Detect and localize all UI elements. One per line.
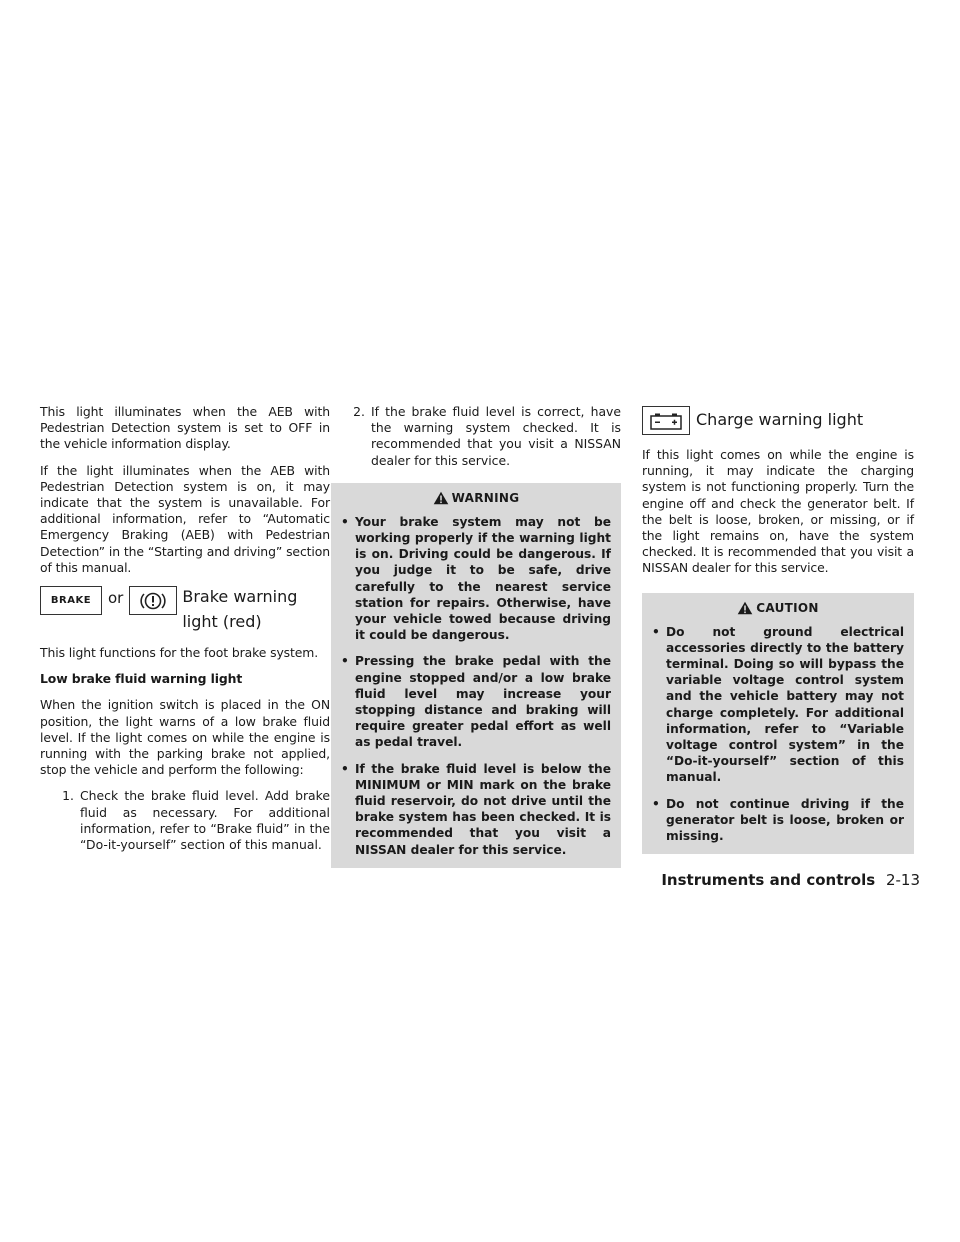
warning-item: • If the brake fluid level is below the MINIMUM or MIN mark on the brake fluid reservoir, do not drive until the brake system has been checked. It is recommended that you visit a NISSAN dealer for this service. <box>341 761 611 857</box>
brake-heading-line2: light (red) <box>182 612 262 632</box>
caution-title-text: CAUTION <box>756 600 819 615</box>
charge-warning-heading <box>642 406 914 435</box>
foot-brake-paragraph: This light functions for the foot brake system. <box>40 645 319 661</box>
low-fluid-paragraph: When the ignition switch is placed in the ON position, the light warns of a low brake fluid level. If the light comes on while the engine is running with the parking brake not applied, stop the vehicle and perform the following: <box>40 697 330 778</box>
low-fluid-subhead: Low brake fluid warning light <box>40 671 243 687</box>
page-number: 2-13 <box>885 871 920 889</box>
warning-item: • Pressing the brake pedal with the engine stopped and/or a low brake fluid level may increase your stopping distance and braking will require greater pedal effort as well as pedal travel. <box>341 654 611 750</box>
warning-item-text: Pressing the brake pedal with the engine stopped and/or a low brake fluid level may increase your stopping distance and braking will require greater pedal effort as well as pedal travel. <box>355 654 611 750</box>
caution-item-text: Do not ground electrical accessories directly to the battery terminal. Doing so will bypass the variable voltage control system and the vehicle battery may not charge completely. For additional information, refer to “Variable voltage control system” in the “Do-it-yourself” section of this manual. <box>666 624 904 785</box>
column-left <box>40 404 330 855</box>
caution-title <box>652 601 904 615</box>
warning-box <box>331 483 621 868</box>
warning-title-text: WARNING <box>451 490 520 505</box>
caution-item-text: Do not continue driving if the generator belt is loose, broken or missing. <box>666 796 904 844</box>
column-right <box>642 404 914 854</box>
charge-heading-text: Charge warning light <box>696 410 864 429</box>
step-item <box>331 404 621 469</box>
step-text: Check the brake fluid level. Add brake fluid as necessary. For additional information, refer to “Brake fluid” in the “Do-it-yourself” section of this manual. <box>80 788 330 853</box>
warning-item-text: If the brake fluid level is below the MINIMUM or MIN mark on the brake fluid reservoir, do not drive until the brake system has been checked. It is recommended that you visit a NISSAN dealer for this service. <box>355 761 611 857</box>
or-text: or <box>108 589 124 608</box>
charge-paragraph: If this light comes on while the engine is running, it may indicate the charging system is not functioning properly. Turn the engine off and check the generator belt. If the belt is loose, broken, or missing, or if the light remains on, have the system checked. It is recommended that you visit a NISSAN dealer for this service. <box>642 447 914 576</box>
aeb-on-paragraph: If the light illuminates when the AEB with Pedestrian Detection system is on, it may indicate that the system is unavailable. For additional information, refer to “Automatic Emergency Braking (AEB) with Pedestrian Detection” in the “Starting and driving” section of this manual. <box>40 462 330 575</box>
brake-heading-text <box>177 586 297 633</box>
brake-warning-heading <box>40 586 330 633</box>
brake-text-icon <box>40 586 102 615</box>
warning-triangle-icon <box>737 601 753 615</box>
caution-box <box>642 593 914 855</box>
step-number: 1. <box>62 788 74 804</box>
brake-icon-label: BRAKE <box>50 595 92 607</box>
warning-item-text: Your brake system may not be working properly if the warning light is on. Driving could be dangerous. If you judge it to be safe, drive carefully to the nearest service station for repairs. Otherwise, have your vehicle towed because driving it could be dangerous. <box>355 514 611 643</box>
warning-item: • Your brake system may not be working properly if the warning light is on. Driving could be dangerous. If you judge it to be safe, drive carefully to the nearest service station for repairs. Otherwise, have your vehicle towed because driving it could be dangerous. <box>341 514 611 643</box>
warning-title <box>341 491 611 505</box>
column-middle <box>331 404 621 868</box>
battery-icon <box>642 406 690 435</box>
step-number: 2. <box>353 404 365 419</box>
brake-heading-line1: Brake warning <box>182 587 298 607</box>
footer-section-title: Instruments and controls <box>661 871 876 889</box>
aeb-off-paragraph: This light illuminates when the AEB with Pedestrian Detection system is set to OFF in the vehicle information display. <box>40 404 330 452</box>
caution-item: • Do not ground electrical accessories directly to the battery terminal. Doing so will bypass the variable voltage control system and the vehicle battery may not charge completely. For additional information, refer to “Variable voltage control system” in the “Do-it-yourself” section of this manual. <box>652 624 904 785</box>
step-text: If the brake fluid level is correct, have the warning system checked. It is recommended that you visit a NISSAN dealer for this service. <box>371 404 621 468</box>
page-footer <box>661 871 920 889</box>
caution-item: • Do not continue driving if the generator belt is loose, broken or missing. <box>652 796 904 844</box>
step-item <box>40 788 330 853</box>
brake-circle-icon <box>129 586 177 615</box>
warning-triangle-icon <box>433 491 449 505</box>
